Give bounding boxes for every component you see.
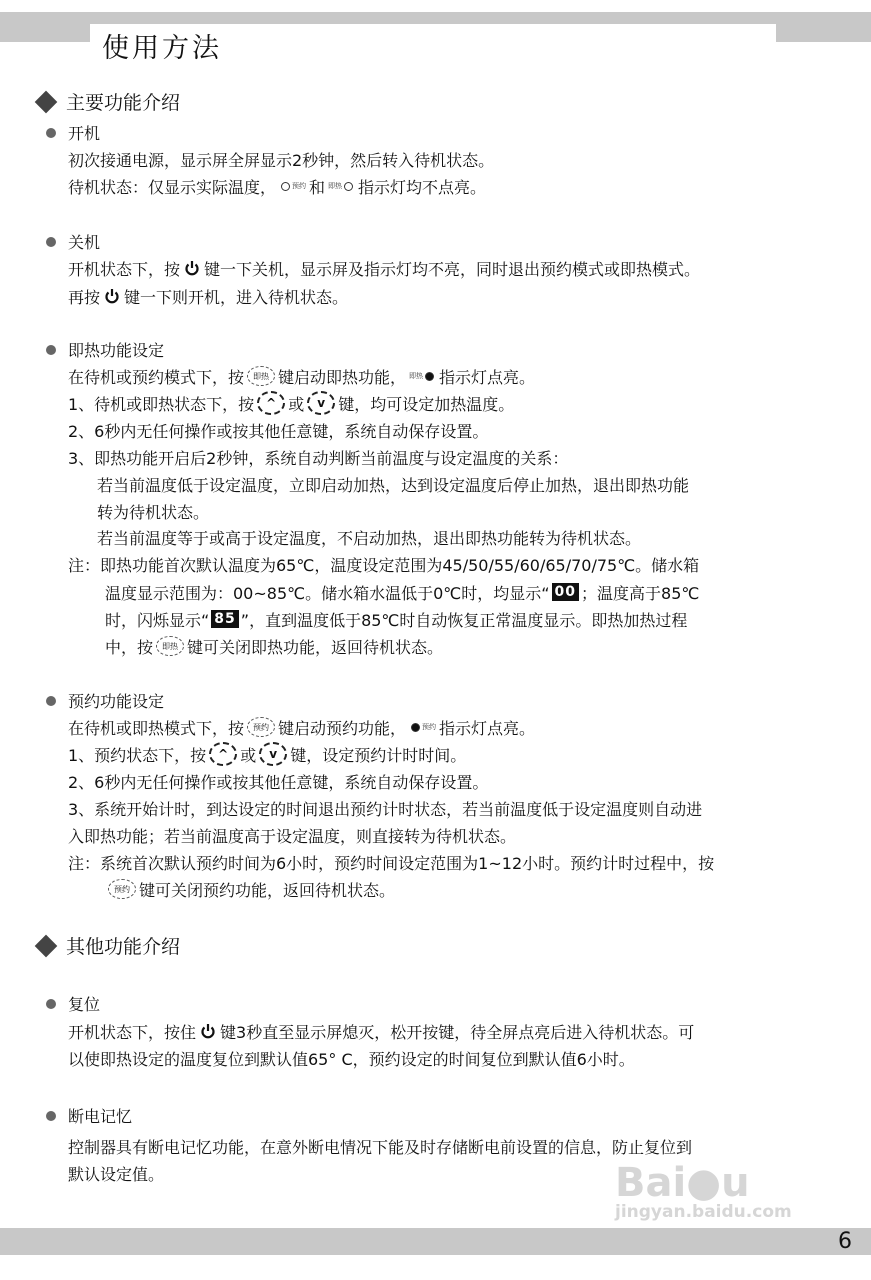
text-segment: 转为待机状态。: [97, 502, 210, 522]
heading-text: 其他功能介绍: [66, 936, 181, 958]
section-heading-main: [36, 88, 180, 115]
text-line: [68, 255, 700, 281]
text-line: [105, 876, 395, 902]
text-segment: 注：系统首次默认预约时间为6小时，预约时间设定范围为1~12小时。预约计时过程中，按: [68, 853, 715, 873]
indicator-label: 即热: [409, 372, 424, 380]
down-key-icon: v: [307, 391, 335, 415]
text-line: [68, 173, 486, 199]
text-segment: 指示灯均不点亮。: [358, 177, 487, 197]
text-line: [97, 524, 641, 550]
text-segment: 或: [288, 394, 305, 414]
section-heading-other: [36, 932, 180, 959]
text-segment: 再按: [68, 287, 101, 307]
bullet-power-on: [46, 121, 100, 144]
text-line: [68, 363, 535, 389]
text-line: [97, 498, 209, 524]
text-segment: 在待机或即热模式下，按: [68, 718, 245, 738]
bullet-memory: [46, 1104, 132, 1127]
page-title: 使用方法: [102, 33, 222, 64]
text-segment: 指示灯点亮。: [439, 367, 536, 387]
text-segment: 1、预约状态下，按: [68, 745, 207, 765]
text-segment: 指示灯点亮。: [439, 718, 536, 738]
text-line: [68, 551, 699, 577]
lcd-display-icon: 85: [211, 610, 238, 628]
indicator-label: 预约: [422, 723, 437, 731]
text-line: [68, 1133, 692, 1159]
heading-text: 主要功能介绍: [66, 92, 181, 114]
text-line: [68, 417, 488, 443]
text-segment: 键3秒直至显示屏熄灭，松开按键，待全屏点亮后进入待机状态。可: [220, 1022, 695, 1042]
diamond-icon: [35, 90, 58, 113]
key-schedule-icon: 预约: [108, 879, 136, 899]
text-line: [68, 283, 348, 309]
text-segment: 3、系统开始计时，到达设定的时间退出预约计时状态，若当前温度低于设定温度则自动进: [68, 799, 703, 819]
bullet-text: 复位: [68, 995, 101, 1014]
key-schedule-icon: 预约: [247, 717, 275, 737]
text-segment: 键可关闭预约功能，返回待机状态。: [139, 880, 396, 900]
footer-bar: [0, 1228, 871, 1255]
power-icon: [184, 260, 200, 276]
text-line: [68, 822, 516, 848]
text-segment: 键启动即热功能，: [278, 367, 407, 387]
text-segment: 若当前温度低于设定温度，立即启动加热，达到设定温度后停止加热，退出即热功能: [97, 475, 690, 495]
indicator-light-icon: [409, 371, 436, 381]
text-segment: 键一下关机，显示屏及指示灯均不亮，同时退出预约模式或即热模式。: [204, 259, 701, 279]
text-segment: 1、待机或即热状态下，按: [68, 394, 255, 414]
text-line: [68, 444, 568, 470]
indicator-light-icon: [409, 722, 436, 732]
text-line: [105, 579, 699, 605]
text-segment: 键启动预约功能，: [278, 718, 407, 738]
watermark-logo: Bai●u jingyan.baidu.com: [615, 1160, 792, 1222]
indicator-label: 即热: [328, 182, 343, 190]
up-key-icon: ^: [209, 742, 237, 766]
text-segment: 2、6秒内无任何操作或按其他任意键，系统自动保存设置。: [68, 421, 489, 441]
bullet-icon: [46, 696, 56, 706]
page-number: 6: [838, 1229, 852, 1254]
text-segment: 开机状态下，按: [68, 259, 181, 279]
diamond-icon: [35, 934, 58, 957]
text-segment: 或: [240, 745, 257, 765]
title-box: [90, 24, 776, 66]
text-segment: 控制器具有断电记忆功能，在意外断电情况下能及时存储断电前设置的信息，防止复位到: [68, 1137, 693, 1157]
power-icon: [200, 1023, 216, 1039]
bullet-icon: [46, 128, 56, 138]
bullet-text: 开机: [68, 124, 101, 143]
text-segment: 注：即热功能首次默认温度为65℃，温度设定范围为45/50/55/60/65/70/75℃。储水箱: [68, 555, 700, 575]
text-line: [105, 633, 443, 659]
text-segment: 中，按: [105, 637, 154, 657]
text-segment: 在待机或预约模式下，按: [68, 367, 245, 387]
text-line: [68, 390, 514, 416]
text-segment: 初次接通电源，显示屏全屏显示2秒钟，然后转入待机状态。: [68, 150, 495, 170]
key-instant-heat-icon: 即热: [247, 366, 275, 386]
text-segment: ”，直到温度低于85℃时自动恢复正常温度显示。即热加热过程: [240, 610, 688, 630]
text-line: [68, 768, 488, 794]
text-segment: ；温度高于85℃: [581, 583, 700, 603]
text-segment: 键，均可设定加热温度。: [338, 394, 515, 414]
text-line: [68, 1018, 694, 1044]
power-icon: [104, 288, 120, 304]
text-segment: 若当前温度等于或高于设定温度，不启动加热，退出即热功能转为待机状态。: [97, 528, 642, 548]
text-line: [68, 1160, 164, 1186]
text-line: [68, 849, 714, 875]
text-segment: 键一下则开机，进入待机状态。: [124, 287, 349, 307]
bullet-text: 关机: [68, 233, 101, 252]
text-line: [105, 606, 687, 632]
text-line: [68, 146, 494, 172]
bullet-icon: [46, 345, 56, 355]
text-line: [68, 1045, 635, 1071]
text-segment: 默认设定值。: [68, 1164, 165, 1184]
key-instant-heat-icon: 即热: [156, 636, 184, 656]
bullet-schedule: [46, 689, 164, 712]
lcd-display-icon: 00: [552, 583, 579, 601]
text-segment: 时，闪烁显示“: [105, 610, 210, 630]
up-key-icon: ^: [257, 391, 285, 415]
bullet-text: 预约功能设定: [68, 692, 165, 711]
indicator-light-icon: [328, 181, 355, 191]
text-segment: 以使即热设定的温度复位到默认值65° C，预约设定的时间复位到默认值6小时。: [68, 1049, 635, 1069]
bullet-text: 即热功能设定: [68, 341, 165, 360]
indicator-label: 预约: [292, 182, 307, 190]
bullet-text: 断电记忆: [68, 1107, 133, 1126]
bullet-power-off: [46, 230, 100, 253]
bullet-reset: [46, 992, 100, 1015]
bullet-instant-heat: [46, 338, 164, 361]
text-line: [68, 714, 535, 740]
text-segment: 待机状态：仅显示实际温度，: [68, 177, 277, 197]
text-segment: 2、6秒内无任何操作或按其他任意键，系统自动保存设置。: [68, 772, 489, 792]
text-line: [97, 471, 689, 497]
bullet-icon: [46, 999, 56, 1009]
text-segment: 入即热功能；若当前温度高于设定温度，则直接转为待机状态。: [68, 826, 517, 846]
text-segment: 3、即热功能开启后2秒钟，系统自动判断当前温度与设定温度的关系：: [68, 448, 569, 468]
text-segment: 键，设定预约计时时间。: [290, 745, 467, 765]
down-key-icon: v: [259, 742, 287, 766]
text-line: [68, 741, 466, 767]
bullet-icon: [46, 1111, 56, 1121]
bullet-icon: [46, 237, 56, 247]
indicator-light-icon: [279, 181, 306, 191]
text-segment: 和: [309, 177, 326, 197]
text-segment: 开机状态下，按住: [68, 1022, 197, 1042]
text-line: [68, 795, 702, 821]
text-segment: 温度显示范围为：00~85℃。储水箱水温低于0℃时，均显示“: [105, 583, 550, 603]
text-segment: 键可关闭即热功能，返回待机状态。: [187, 637, 444, 657]
